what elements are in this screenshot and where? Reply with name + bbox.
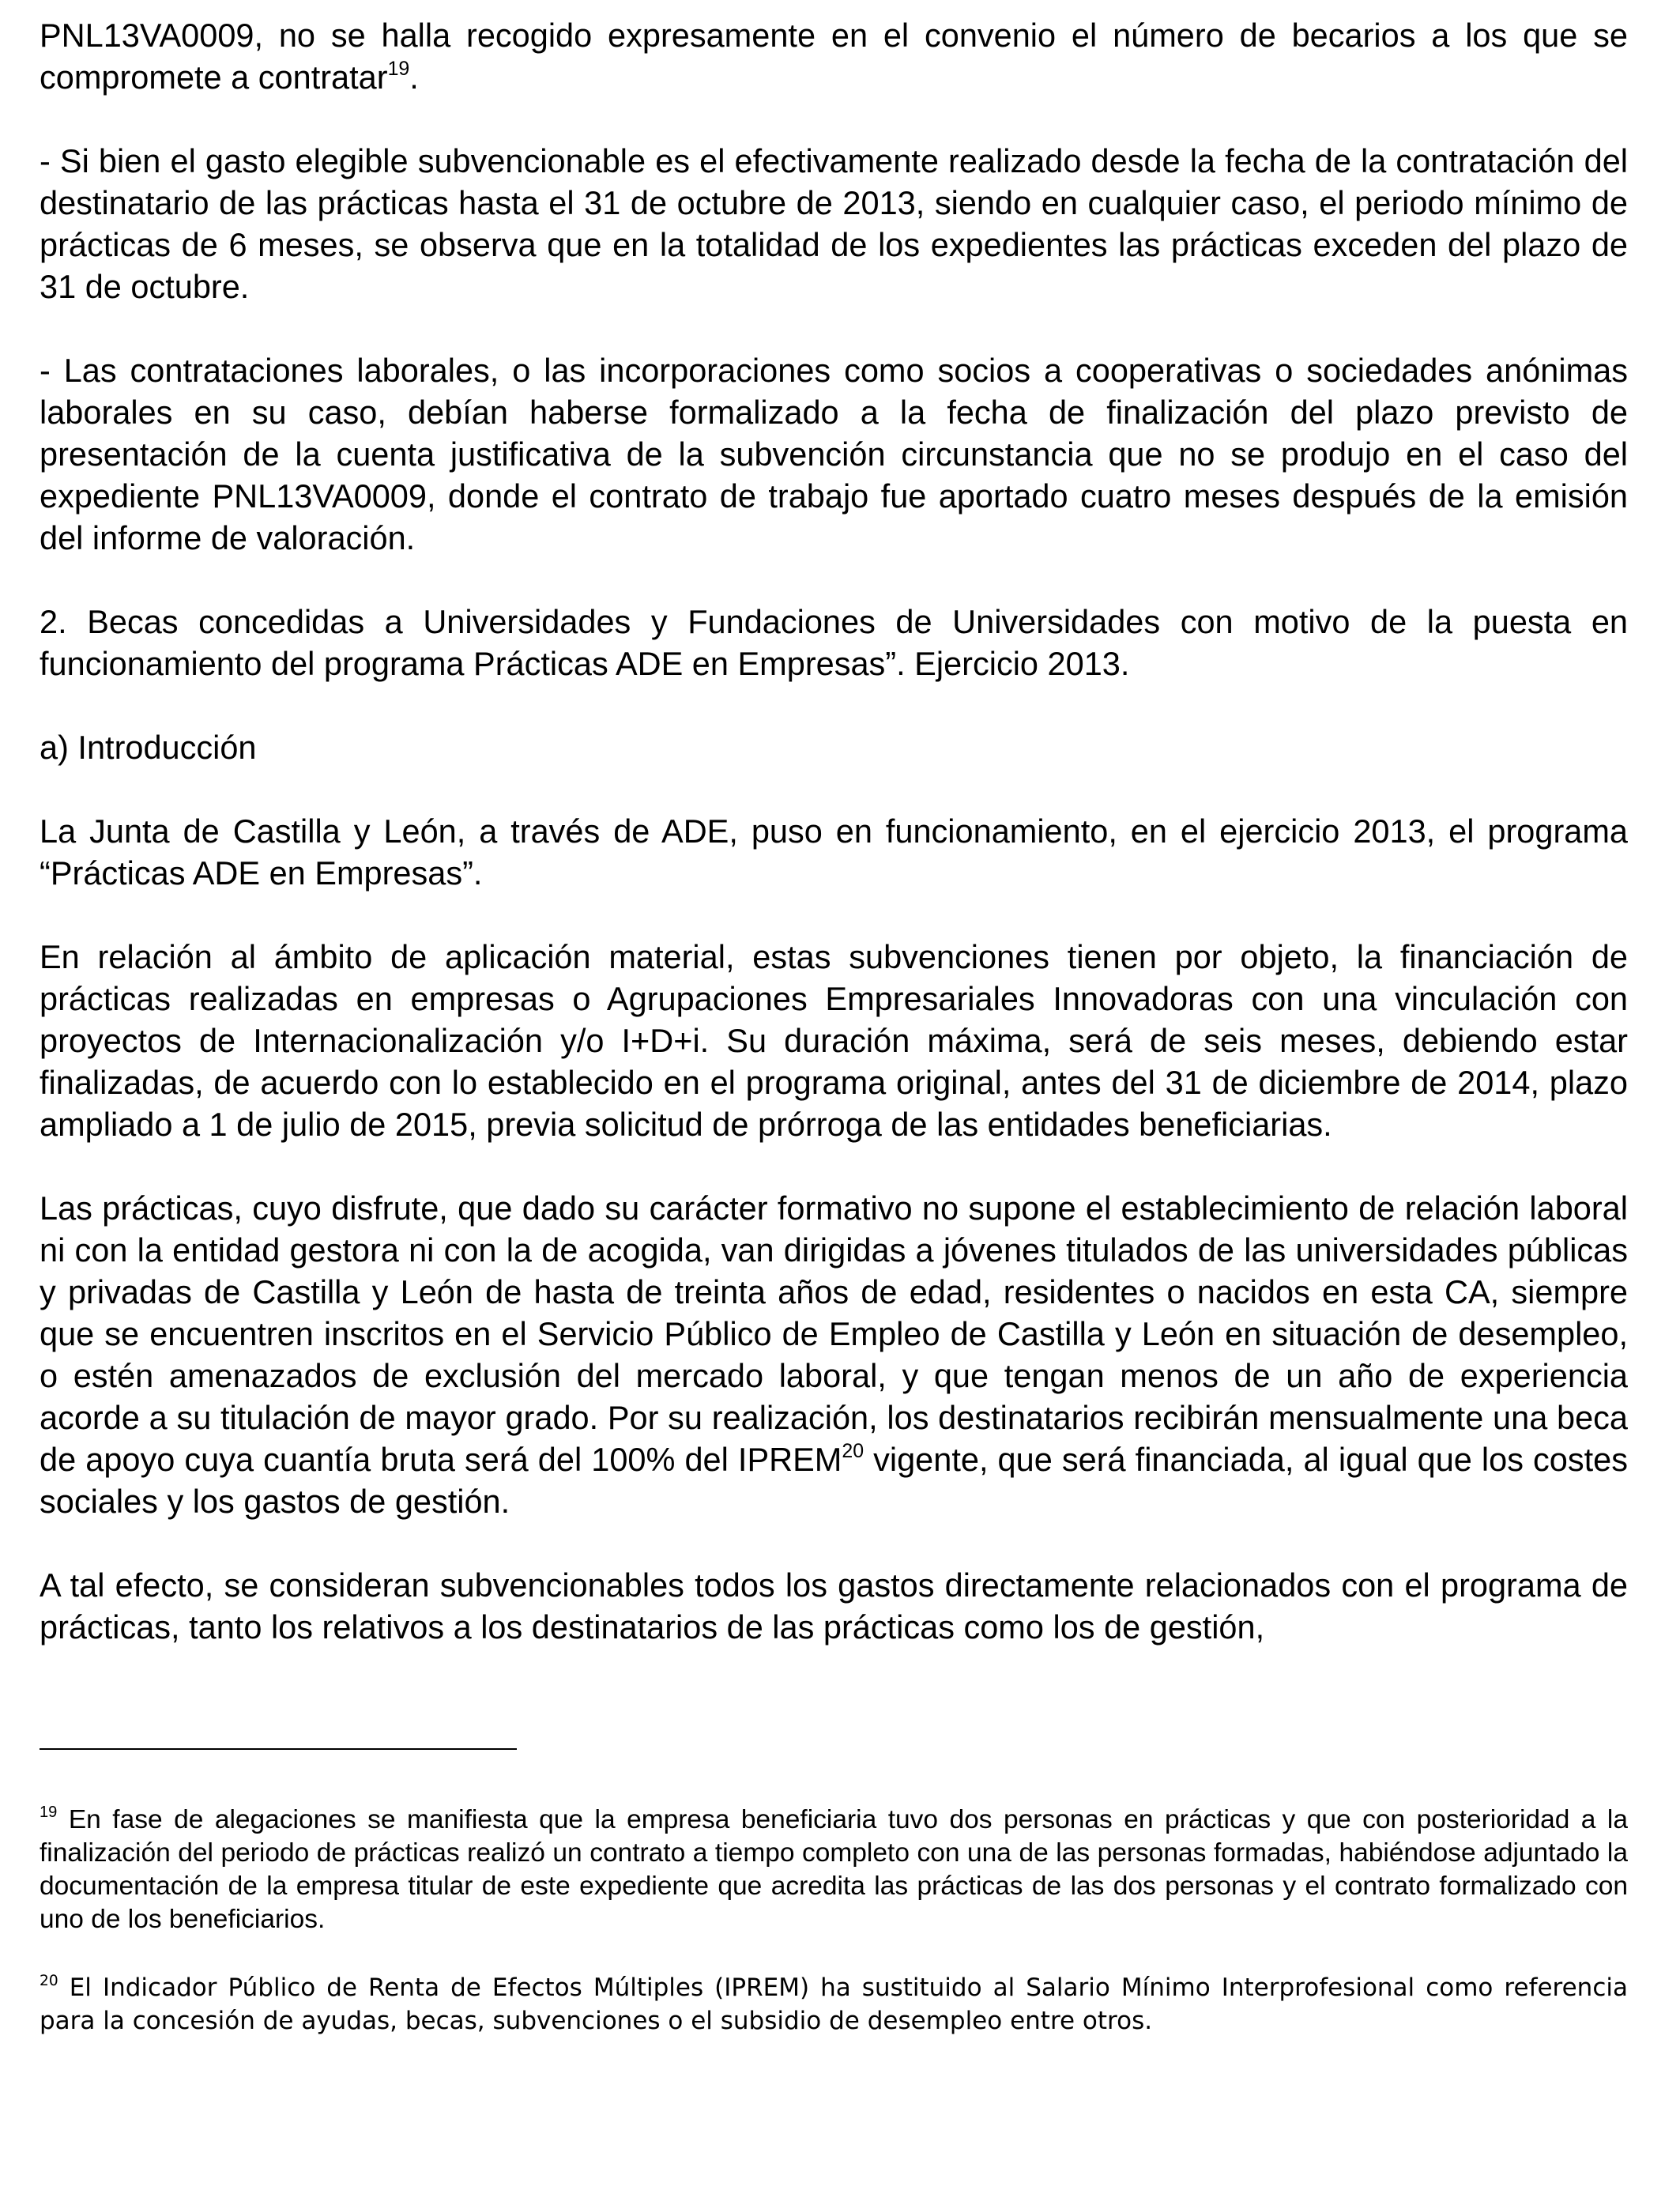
footnote-reference[interactable]: 19 xyxy=(387,57,410,80)
paragraph-text-tail: vigente, que será financiada, al igual que los costes sociales y los gastos de gestión. xyxy=(40,1441,1628,1520)
footnote-separator xyxy=(40,1748,517,1750)
paragraph xyxy=(40,1187,1628,1522)
section-heading: 2. Becas concedidas a Universidades y Fundaciones de Universidades con motivo de la puesta en funcionamiento del programa Prácticas ADE en Empresas”. Ejercicio 2013. xyxy=(40,603,1628,682)
footnote-text: El Indicador Público de Renta de Efectos Múltiples (IPREM) ha sustituido al Salario Mínimo Interprofesional como referencia para la concesión de ayudas, becas, subvenciones o el subsidio de desempleo entre otros. xyxy=(40,1973,1628,2035)
footnote xyxy=(40,1971,1628,2038)
footnote-number: 20 xyxy=(40,1972,58,1989)
paragraph: A tal efecto, se consideran subvencionables todos los gastos directamente relacionados con el programa de prácticas, tanto los relativos a los destinatarios de las prácticas como los de gestión, xyxy=(40,1566,1628,1646)
paragraph-text: Las prácticas, cuyo disfrute, que dado su carácter formativo no supone el establecimiento de relación laboral ni con la entidad gestora ni con la de acogida, van dirigidas a jóvenes titulados de las universidades públicas y privadas de Castilla y León de hasta de treinta años de edad, residentes o nacidos en esta CA, siempre que se encuentren inscritos en el Servicio Público de Empleo de Castilla y León en situación de desempleo, o estén amenazados de exclusión del mercado laboral, y que tengan menos de un año de experiencia acorde a su titulación de mayor grado. Por su realización, los destinatarios recibirán mensualmente una beca de apoyo cuya cuantía bruta será del 100% del IPREM xyxy=(40,1189,1628,1478)
footnote-text: En fase de alegaciones se manifiesta que la empresa beneficiaria tuvo dos personas en prácticas y que con posterioridad a la finalización del periodo de prácticas realizó un contrato a tiempo completo con una de las personas formadas, habiéndose adjuntado la documentación de la empresa titular de este expediente que acredita las prácticas de las dos personas y el contrato formalizado con uno de los beneficiarios. xyxy=(40,1805,1628,1934)
footnote xyxy=(40,1804,1628,1936)
main-text xyxy=(40,14,1628,1648)
paragraph xyxy=(40,14,1628,98)
footnote-reference[interactable]: 20 xyxy=(842,1439,864,1462)
paragraph-text-tail: . xyxy=(409,58,419,96)
paragraph: En relación al ámbito de aplicación material, estas subvenciones tienen por objeto, la financiación de prácticas realizadas en empresas o Agrupaciones Empresariales Innovadoras con una vinculación con proyectos de Internacionalización y/o I+D+i. Su duración máxima, será de seis meses, debiendo estar finalizadas, de acuerdo con lo establecido en el programa original, antes del 31 de diciembre de 2014, plazo ampliado a 1 de julio de 2015, previa solicitud de prórroga de las entidades beneficiarias. xyxy=(40,938,1628,1143)
paragraph: La Junta de Castilla y León, a través de ADE, puso en funcionamiento, en el ejercicio 2013, el programa “Prácticas ADE en Empresas”. xyxy=(40,812,1628,892)
subsection-heading: a) Introducción xyxy=(40,729,257,766)
footnotes xyxy=(40,1804,1628,2072)
paragraph: - Si bien el gasto elegible subvencionable es el efectivamente realizado desde la fecha de la contratación del destinatario de las prácticas hasta el 31 de octubre de 2013, siendo en cualquier caso, el periodo mínimo de prácticas de 6 meses, se observa que en la totalidad de los expedientes las prácticas exceden del plazo de 31 de octubre. xyxy=(40,142,1628,305)
paragraph-text: PNL13VA0009, no se halla recogido expresamente en el convenio el número de becarios a los que se compromete a contratar xyxy=(40,17,1628,96)
paragraph: - Las contrataciones laborales, o las incorporaciones como socios a cooperativas o sociedades anónimas laborales en su caso, debían haberse formalizado a la fecha de finalización del plazo previsto de presentación de la cuenta justificativa de la subvención circunstancia que no se produjo en el caso del expediente PNL13VA0009, donde el contrato de trabajo fue aportado cuatro meses después de la emisión del informe de valoración. xyxy=(40,352,1628,556)
footnote-number: 19 xyxy=(40,1803,58,1821)
